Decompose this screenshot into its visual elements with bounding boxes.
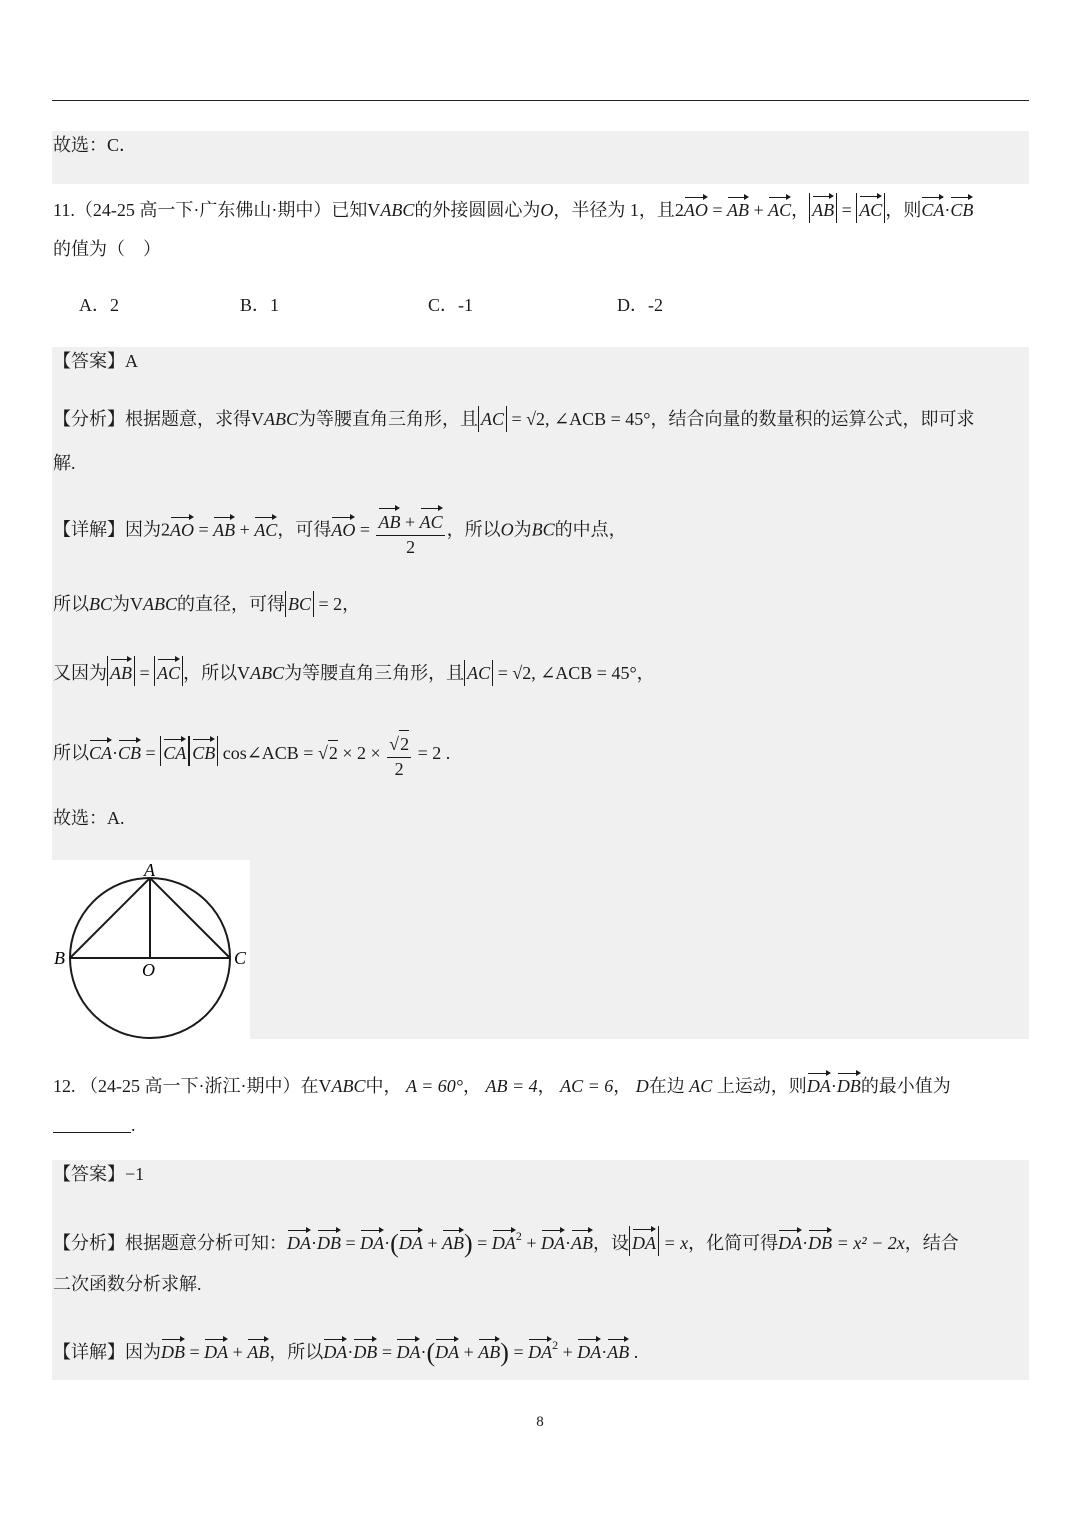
q11-answer-value: A: [125, 351, 138, 371]
q11-detail-line3: 又因为 AB = AC ，所以VABC为等腰直角三角形，且 AC = √2, ∠ACB = 45°，: [53, 656, 655, 686]
q11-source: （24-25 高一下·广东佛山·期中）: [74, 200, 332, 220]
q11-stem-line2: 的值为（ ）: [53, 239, 161, 259]
q11-number: 11.: [53, 200, 75, 220]
q11-conclusion: 故选：A.: [53, 808, 125, 828]
q11-answer: 【答案】A: [53, 351, 138, 371]
q11-option-b[interactable]: B．1: [240, 295, 280, 315]
vector-DB: DB: [837, 1070, 861, 1098]
q12-answer: 【答案】−1: [53, 1164, 145, 1184]
q11-detail-line4: 所以CA·CB = CA CB cos∠ACB = √2 × 2 × $\frac{√2}{2}$ = 2 .: [53, 730, 450, 780]
fraction-sqrt2-over-2: $\frac{√2}{2}$: [387, 730, 411, 780]
label-A: A: [144, 860, 155, 880]
q12-analysis-line1: 【分析】根据题意分析可知：$DA\cdot DB = DA\cdot(DA + AB) = DA^2 + DA\cdot AB$，设 DA = x，化简可得DA·DB = x² − 2x，结合: [53, 1224, 959, 1256]
q11-option-a[interactable]: A．2: [79, 295, 119, 315]
q12-analysis-line2: 二次函数分析求解.: [53, 1274, 202, 1294]
prev-conclusion: 故选：C．: [53, 135, 138, 155]
fraction-AB-plus-AC-over-2: $\frac{AB + AC}{2}$: [376, 505, 444, 558]
q12-answer-value: −1: [125, 1164, 145, 1184]
q11-detail-line1: 【详解】因为2AO = AB + AC，可得AO = $\frac{AB + AC}{2}$ ，所以O为BC的中点，: [53, 505, 627, 558]
page-number: 8: [536, 1414, 544, 1430]
label-C: C: [234, 948, 247, 968]
label-O: O: [142, 960, 155, 980]
vector-AO: AO: [684, 194, 708, 222]
q12-detail-line1: 【详解】因为DB = DA + AB，所以$DA\cdot DB = DA\cdot(DA + AB) = DA^2 + DA\cdot AB$ .: [53, 1338, 639, 1367]
q11-analysis-line1: 【分析】根据题意，求得VABC为等腰直角三角形，且 AC = √2, ∠ACB = 45°，结合向量的数量积的运算公式，即可求: [53, 406, 975, 432]
circle-triangle-figure: [52, 860, 250, 1040]
q11-stem-line1: 11.（24-25 高一下·广东佛山·期中）已知VABC的外接圆圆心为O，半径为 1，且2AO = AB + AC， AB = AC ，则CA·CB: [53, 193, 973, 223]
answer-blank[interactable]: [53, 1132, 131, 1133]
vector-CA: CA: [921, 194, 944, 222]
vector-DA: DA: [807, 1070, 831, 1098]
q12-stem-line1: 12. （24-25 高一下·浙江·期中）在VABC中， A = 60°， AB = 4， AC = 6， D在边 AC 上运动，则DA·DB的最小值为: [53, 1070, 951, 1098]
q11-detail-line2: 所以BC为VABC的直径，可得 BC = 2，: [53, 591, 360, 617]
solution-block-prev: [52, 131, 1029, 184]
q12-stem-line2: .: [53, 1113, 136, 1137]
q11-option-c[interactable]: C．-1: [428, 295, 473, 315]
vector-AB: AB: [727, 194, 749, 222]
q12-number: 12.: [53, 1076, 76, 1096]
vector-CB: CB: [950, 194, 973, 222]
vector-AC: AC: [768, 194, 791, 222]
q12-source: （24-25 高一下·浙江·期中）: [80, 1076, 301, 1096]
header-rule: [52, 100, 1029, 101]
q11-option-d[interactable]: D．-2: [617, 295, 663, 315]
label-B: B: [54, 948, 65, 968]
q11-analysis-line2: 解.: [53, 453, 76, 473]
